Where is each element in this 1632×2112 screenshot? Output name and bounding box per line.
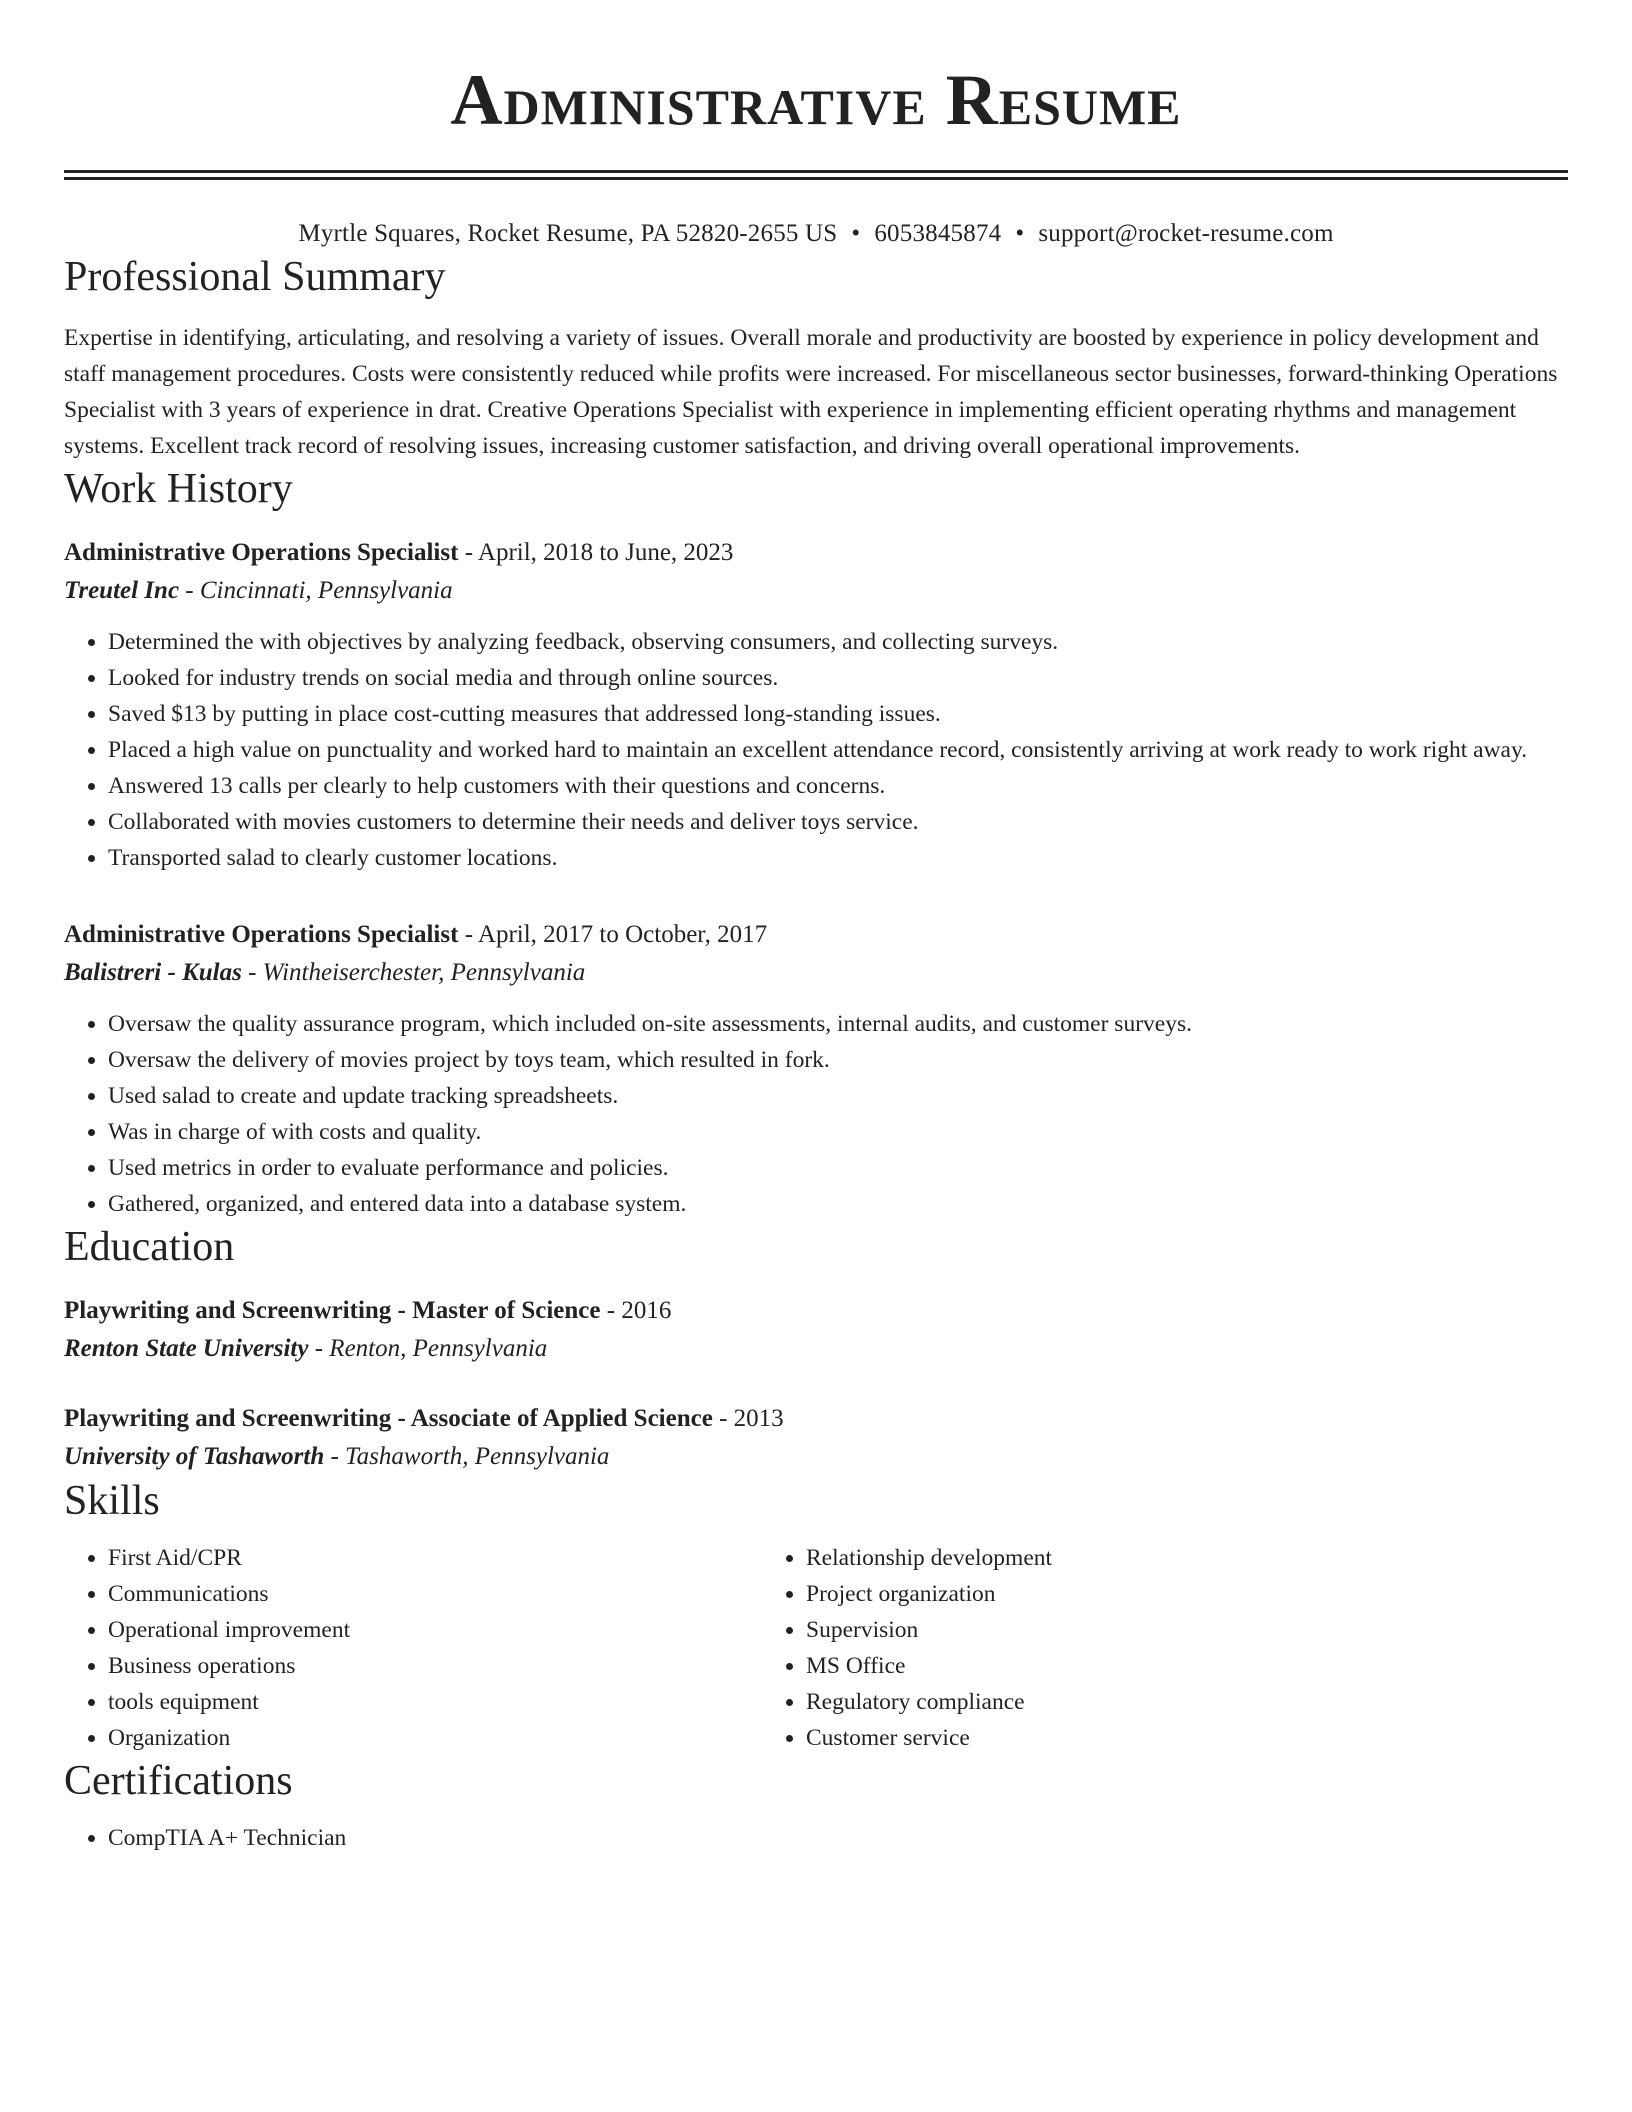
school-line	[64, 1330, 1568, 1368]
degree-name: Playwriting and Screenwriting - Associate of Applied Science	[64, 1405, 713, 1432]
job-bullet: • Determined the with objectives by analyzing feedback, observing consumers, and collecting surveys.	[108, 624, 1568, 660]
contact-phone: 6053845874	[874, 220, 1002, 247]
job-title: Administrative Operations Specialist	[64, 921, 459, 948]
skill-item: • Organization	[108, 1720, 762, 1756]
degree-name: Playwriting and Screenwriting - Master of Science	[64, 1297, 601, 1324]
summary-heading: Professional Summary	[64, 254, 446, 300]
job-company-line	[64, 954, 1568, 992]
skills-column-right	[762, 1540, 1462, 1756]
job-bullet: • Collaborated with movies customers to determine their needs and deliver toys service.	[108, 804, 1568, 840]
skill-item: • Business operations	[108, 1648, 762, 1684]
job-bullet: • Was in charge of with costs and quality.	[108, 1114, 1568, 1150]
job-bullet: • Gathered, organized, and entered data into a database system.	[108, 1186, 1568, 1222]
job-location: - Cincinnati, Pennsylvania	[179, 577, 453, 604]
skill-item: • Relationship development	[806, 1540, 1462, 1576]
degree-year: - 2016	[600, 1297, 672, 1324]
job-company: Balistreri - Kulas	[64, 959, 242, 986]
skill-item: • Project organization	[806, 1576, 1462, 1612]
skills-grid	[64, 1540, 1568, 1756]
job-company-line	[64, 572, 1568, 610]
job-bullet: • Looked for industry trends on social media and through online sources.	[108, 660, 1568, 696]
education-entry	[64, 1292, 1568, 1368]
job-bullet: • Used metrics in order to evaluate performance and policies.	[108, 1150, 1568, 1186]
work-history-heading: Work History	[64, 466, 293, 512]
contact-email: support@rocket-resume.com	[1038, 220, 1334, 247]
job-bullet: • Oversaw the quality assurance program, which included on-site assessments, internal audits, and customer surveys.	[108, 1006, 1568, 1042]
education-heading: Education	[64, 1224, 235, 1270]
school-line	[64, 1438, 1568, 1476]
skill-item: • Regulatory compliance	[806, 1684, 1462, 1720]
contact-line	[64, 216, 1568, 252]
certifications-list	[64, 1820, 1568, 1856]
skill-item: • Supervision	[806, 1612, 1462, 1648]
job-title-line	[64, 534, 1568, 572]
job-bullet: • Answered 13 calls per clearly to help customers with their questions and concerns.	[108, 768, 1568, 804]
certification-item: • CompTIA A+ Technician	[108, 1820, 1568, 1856]
job-bullets	[64, 624, 1568, 876]
job-location: - Wintheiserchester, Pennsylvania	[241, 959, 586, 986]
skill-item: • tools equipment	[108, 1684, 762, 1720]
school-name: Renton State University	[64, 1335, 309, 1362]
skill-item: • Communications	[108, 1576, 762, 1612]
school-location: - Renton, Pennsylvania	[308, 1335, 548, 1362]
job-dates: - April, 2017 to October, 2017	[458, 921, 768, 948]
job-dates: - April, 2018 to June, 2023	[458, 539, 734, 566]
job-bullet: • Placed a high value on punctuality and worked hard to maintain an excellent attendance record, consistently arriving at work ready to work right away.	[108, 732, 1568, 768]
job-bullets	[64, 1006, 1568, 1222]
job-title: Administrative Operations Specialist	[64, 539, 459, 566]
job-bullet: • Oversaw the delivery of movies project by toys team, which resulted in fork.	[108, 1042, 1568, 1078]
skill-item: • First Aid/CPR	[108, 1540, 762, 1576]
education-entry	[64, 1400, 1568, 1476]
job-entry	[64, 916, 1568, 1222]
job-title-line	[64, 916, 1568, 954]
degree-line	[64, 1400, 1568, 1438]
title-divider	[64, 170, 1568, 180]
school-location: - Tashaworth, Pennsylvania	[324, 1443, 610, 1470]
job-bullet: • Used salad to create and update tracking spreadsheets.	[108, 1078, 1568, 1114]
summary-text: Expertise in identifying, articulating, and resolving a variety of issues. Overall morale and productivity are boosted by experience in policy development and staff management procedures. Costs were consistently reduced while profits were increased. For miscellaneous sector businesses, forward-thinking Operations Specialist with 3 years of experience in drat. Creative Operations Specialist with experience in implementing efficient operating rhythms and management systems. Excellent track record of resolving issues, increasing customer satisfaction, and driving overall operational improvements.	[64, 325, 1558, 459]
job-bullet: • Saved $13 by putting in place cost-cutting measures that addressed long-standing issues.	[108, 696, 1568, 732]
contact-address: Myrtle Squares, Rocket Resume, PA 52820-2655 US	[298, 220, 838, 247]
school-name: University of Tashaworth	[64, 1443, 325, 1470]
job-bullet: • Transported salad to clearly customer locations.	[108, 840, 1568, 876]
certifications-heading: Certifications	[64, 1758, 293, 1804]
skill-item: • Customer service	[806, 1720, 1462, 1756]
job-entry	[64, 534, 1568, 876]
resume-title: Administrative Resume	[450, 60, 1182, 140]
degree-year: - 2013	[712, 1405, 784, 1432]
job-company: Treutel Inc	[64, 577, 180, 604]
skill-item: • MS Office	[806, 1648, 1462, 1684]
skills-column-left	[64, 1540, 762, 1756]
contact-separator: •	[851, 220, 861, 247]
skills-heading: Skills	[64, 1478, 160, 1524]
skill-item: • Operational improvement	[108, 1612, 762, 1648]
contact-separator: •	[1015, 220, 1025, 247]
degree-line	[64, 1292, 1568, 1330]
